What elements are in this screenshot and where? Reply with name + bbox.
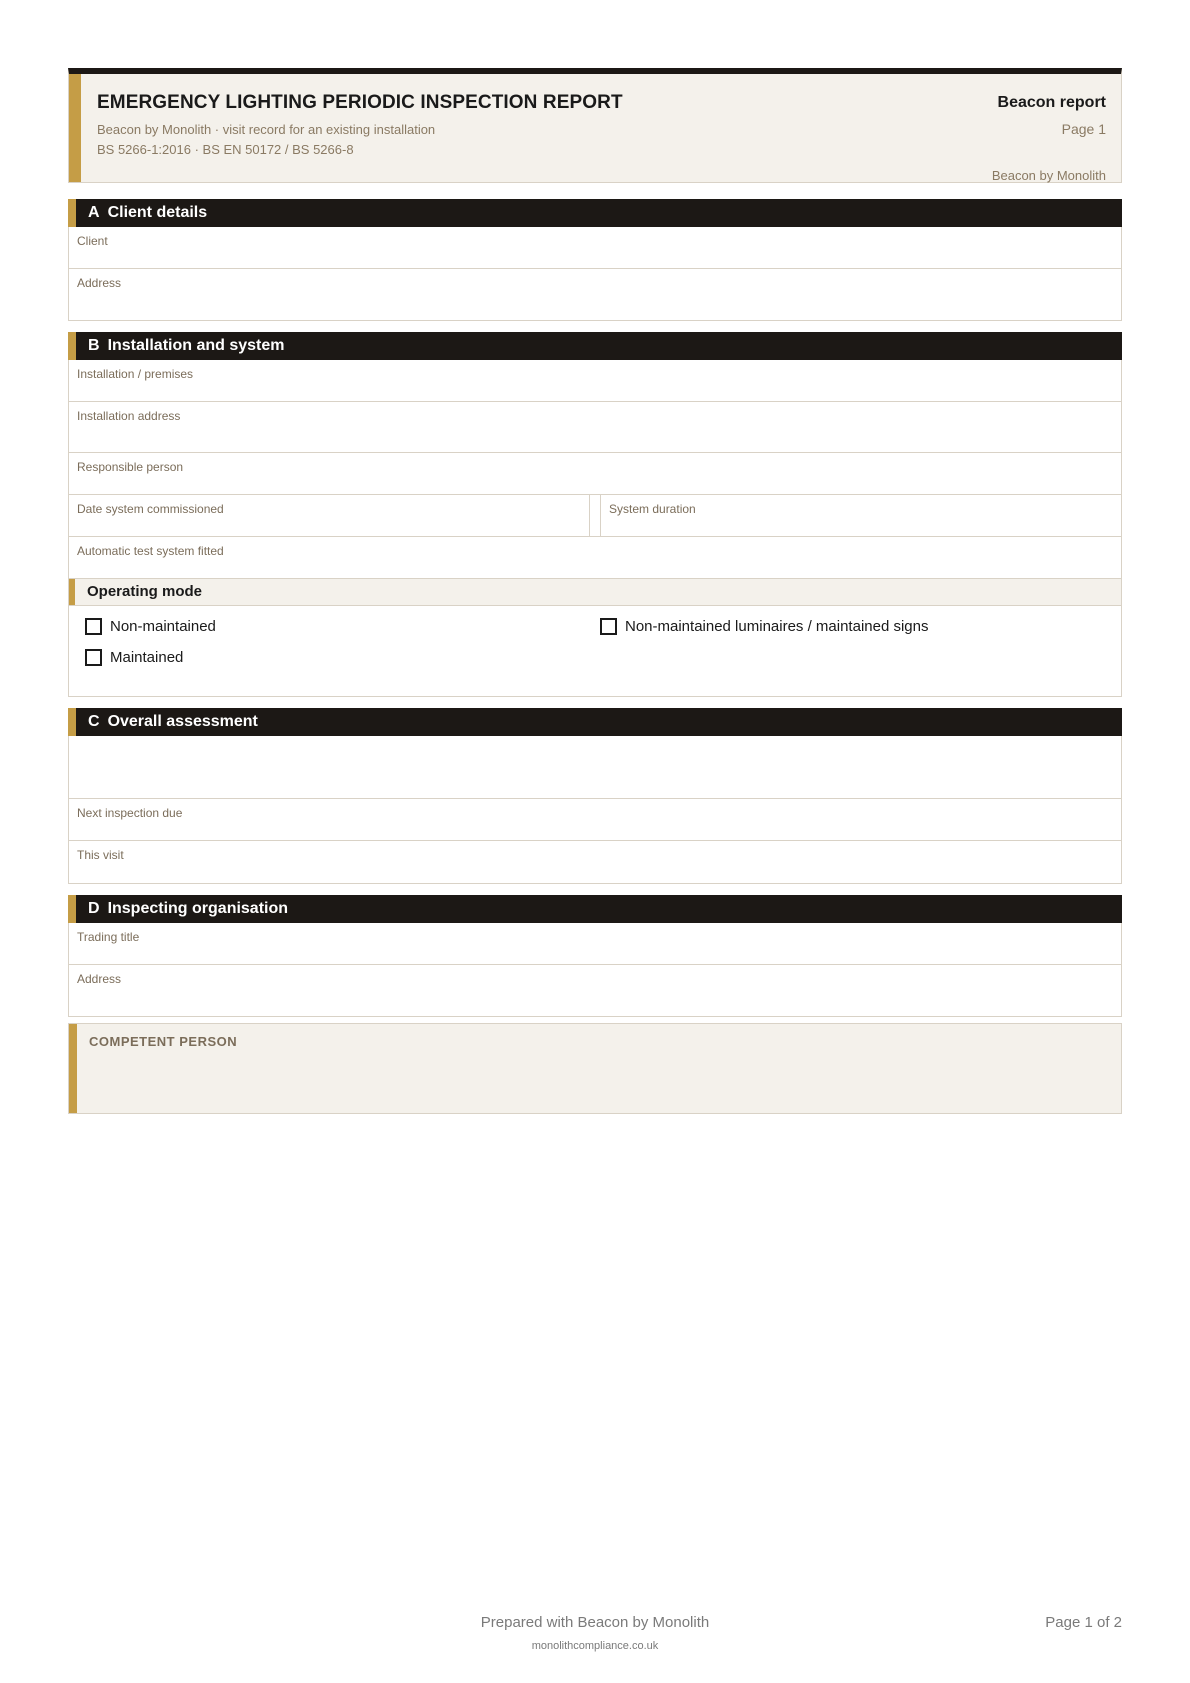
competent-person-panel[interactable] [68, 1023, 1122, 1114]
organisation-address-field[interactable] [69, 965, 1121, 1016]
system-duration-field[interactable] [600, 495, 1121, 536]
date-commissioned-field[interactable] [69, 495, 590, 536]
section-a-header [68, 199, 1122, 227]
header-page-number: Page 1 [1061, 121, 1106, 137]
section-letter: B [88, 337, 100, 354]
checkbox-unchecked-icon[interactable] [85, 618, 102, 635]
footer-url: monolithcompliance.co.uk [531, 1640, 659, 1652]
report-header [68, 68, 1122, 183]
option-label: Non-maintained [110, 618, 216, 635]
option-mixed[interactable] [600, 618, 929, 635]
auto-test-label: Automatic test system fitted [77, 544, 224, 558]
operating-mode-options [69, 606, 1121, 696]
premises-label: Installation / premises [77, 367, 194, 381]
footer-prepared: Prepared with Beacon by Monolith [480, 1614, 710, 1631]
section-title: Client details [107, 204, 208, 221]
assessment-field[interactable] [69, 736, 1121, 799]
section-accent-bar [68, 332, 76, 360]
option-label: Maintained [110, 649, 184, 666]
section-b-header [68, 332, 1122, 360]
header-brand: Beacon by Monolith [991, 168, 1106, 183]
section-letter: C [88, 713, 100, 730]
report-standards: BS 5266-1:2016 · BS EN 50172 / BS 5266-8 [97, 142, 354, 157]
section-overall-assessment [68, 708, 1122, 884]
responsible-person-label: Responsible person [77, 460, 184, 474]
client-address-label: Address [77, 276, 122, 290]
client-address-field[interactable] [69, 269, 1121, 320]
responsible-person-field[interactable] [69, 453, 1121, 495]
this-visit-field[interactable] [69, 841, 1121, 883]
section-installation-system [68, 332, 1122, 697]
client-label: Client [77, 234, 108, 248]
auto-test-field[interactable] [69, 537, 1121, 579]
header-accent-bar [69, 74, 81, 182]
section-letter: D [88, 900, 100, 917]
footer-page-number: Page 1 of 2 [1045, 1614, 1122, 1631]
installation-address-label: Installation address [77, 409, 181, 423]
checkbox-unchecked-icon[interactable] [600, 618, 617, 635]
section-title: Installation and system [107, 337, 285, 354]
section-accent-bar [68, 708, 76, 736]
section-inspecting-organisation [68, 895, 1122, 1017]
operating-mode-title: Operating mode [87, 583, 203, 600]
trading-title-field[interactable] [69, 923, 1121, 965]
checkbox-unchecked-icon[interactable] [85, 649, 102, 666]
installation-address-field[interactable] [69, 402, 1121, 453]
section-accent-bar [68, 895, 76, 923]
system-duration-label: System duration [609, 502, 696, 516]
client-field[interactable] [69, 227, 1121, 269]
option-non-maintained[interactable] [85, 618, 216, 635]
section-c-header [68, 708, 1122, 736]
subhead-accent-bar [69, 579, 75, 605]
section-accent-bar [68, 199, 76, 227]
date-commissioned-label: Date system commissioned [77, 502, 224, 516]
panel-accent-bar [69, 1024, 77, 1113]
next-inspection-field[interactable] [69, 799, 1121, 841]
section-d-header [68, 895, 1122, 923]
report-label: Beacon report [997, 94, 1106, 111]
trading-title-label: Trading title [77, 930, 140, 944]
report-title: EMERGENCY LIGHTING PERIODIC INSPECTION REPORT [97, 92, 623, 113]
option-maintained[interactable] [85, 649, 183, 666]
this-visit-label: This visit [77, 848, 124, 862]
operating-mode-header [69, 579, 1121, 606]
premises-field[interactable] [69, 360, 1121, 402]
section-title: Overall assessment [107, 713, 258, 730]
organisation-address-label: Address [77, 972, 122, 986]
report-page [68, 68, 1122, 1114]
section-client-details [68, 199, 1122, 321]
competent-person-label: COMPETENT PERSON [89, 1034, 238, 1049]
next-inspection-label: Next inspection due [77, 806, 183, 820]
report-subtitle: Beacon by Monolith · visit record for an existing installation [97, 122, 436, 137]
option-label: Non-maintained luminaires / maintained signs [625, 618, 929, 635]
section-letter: A [88, 204, 100, 221]
commission-duration-row [69, 495, 1121, 537]
section-title: Inspecting organisation [107, 900, 289, 917]
